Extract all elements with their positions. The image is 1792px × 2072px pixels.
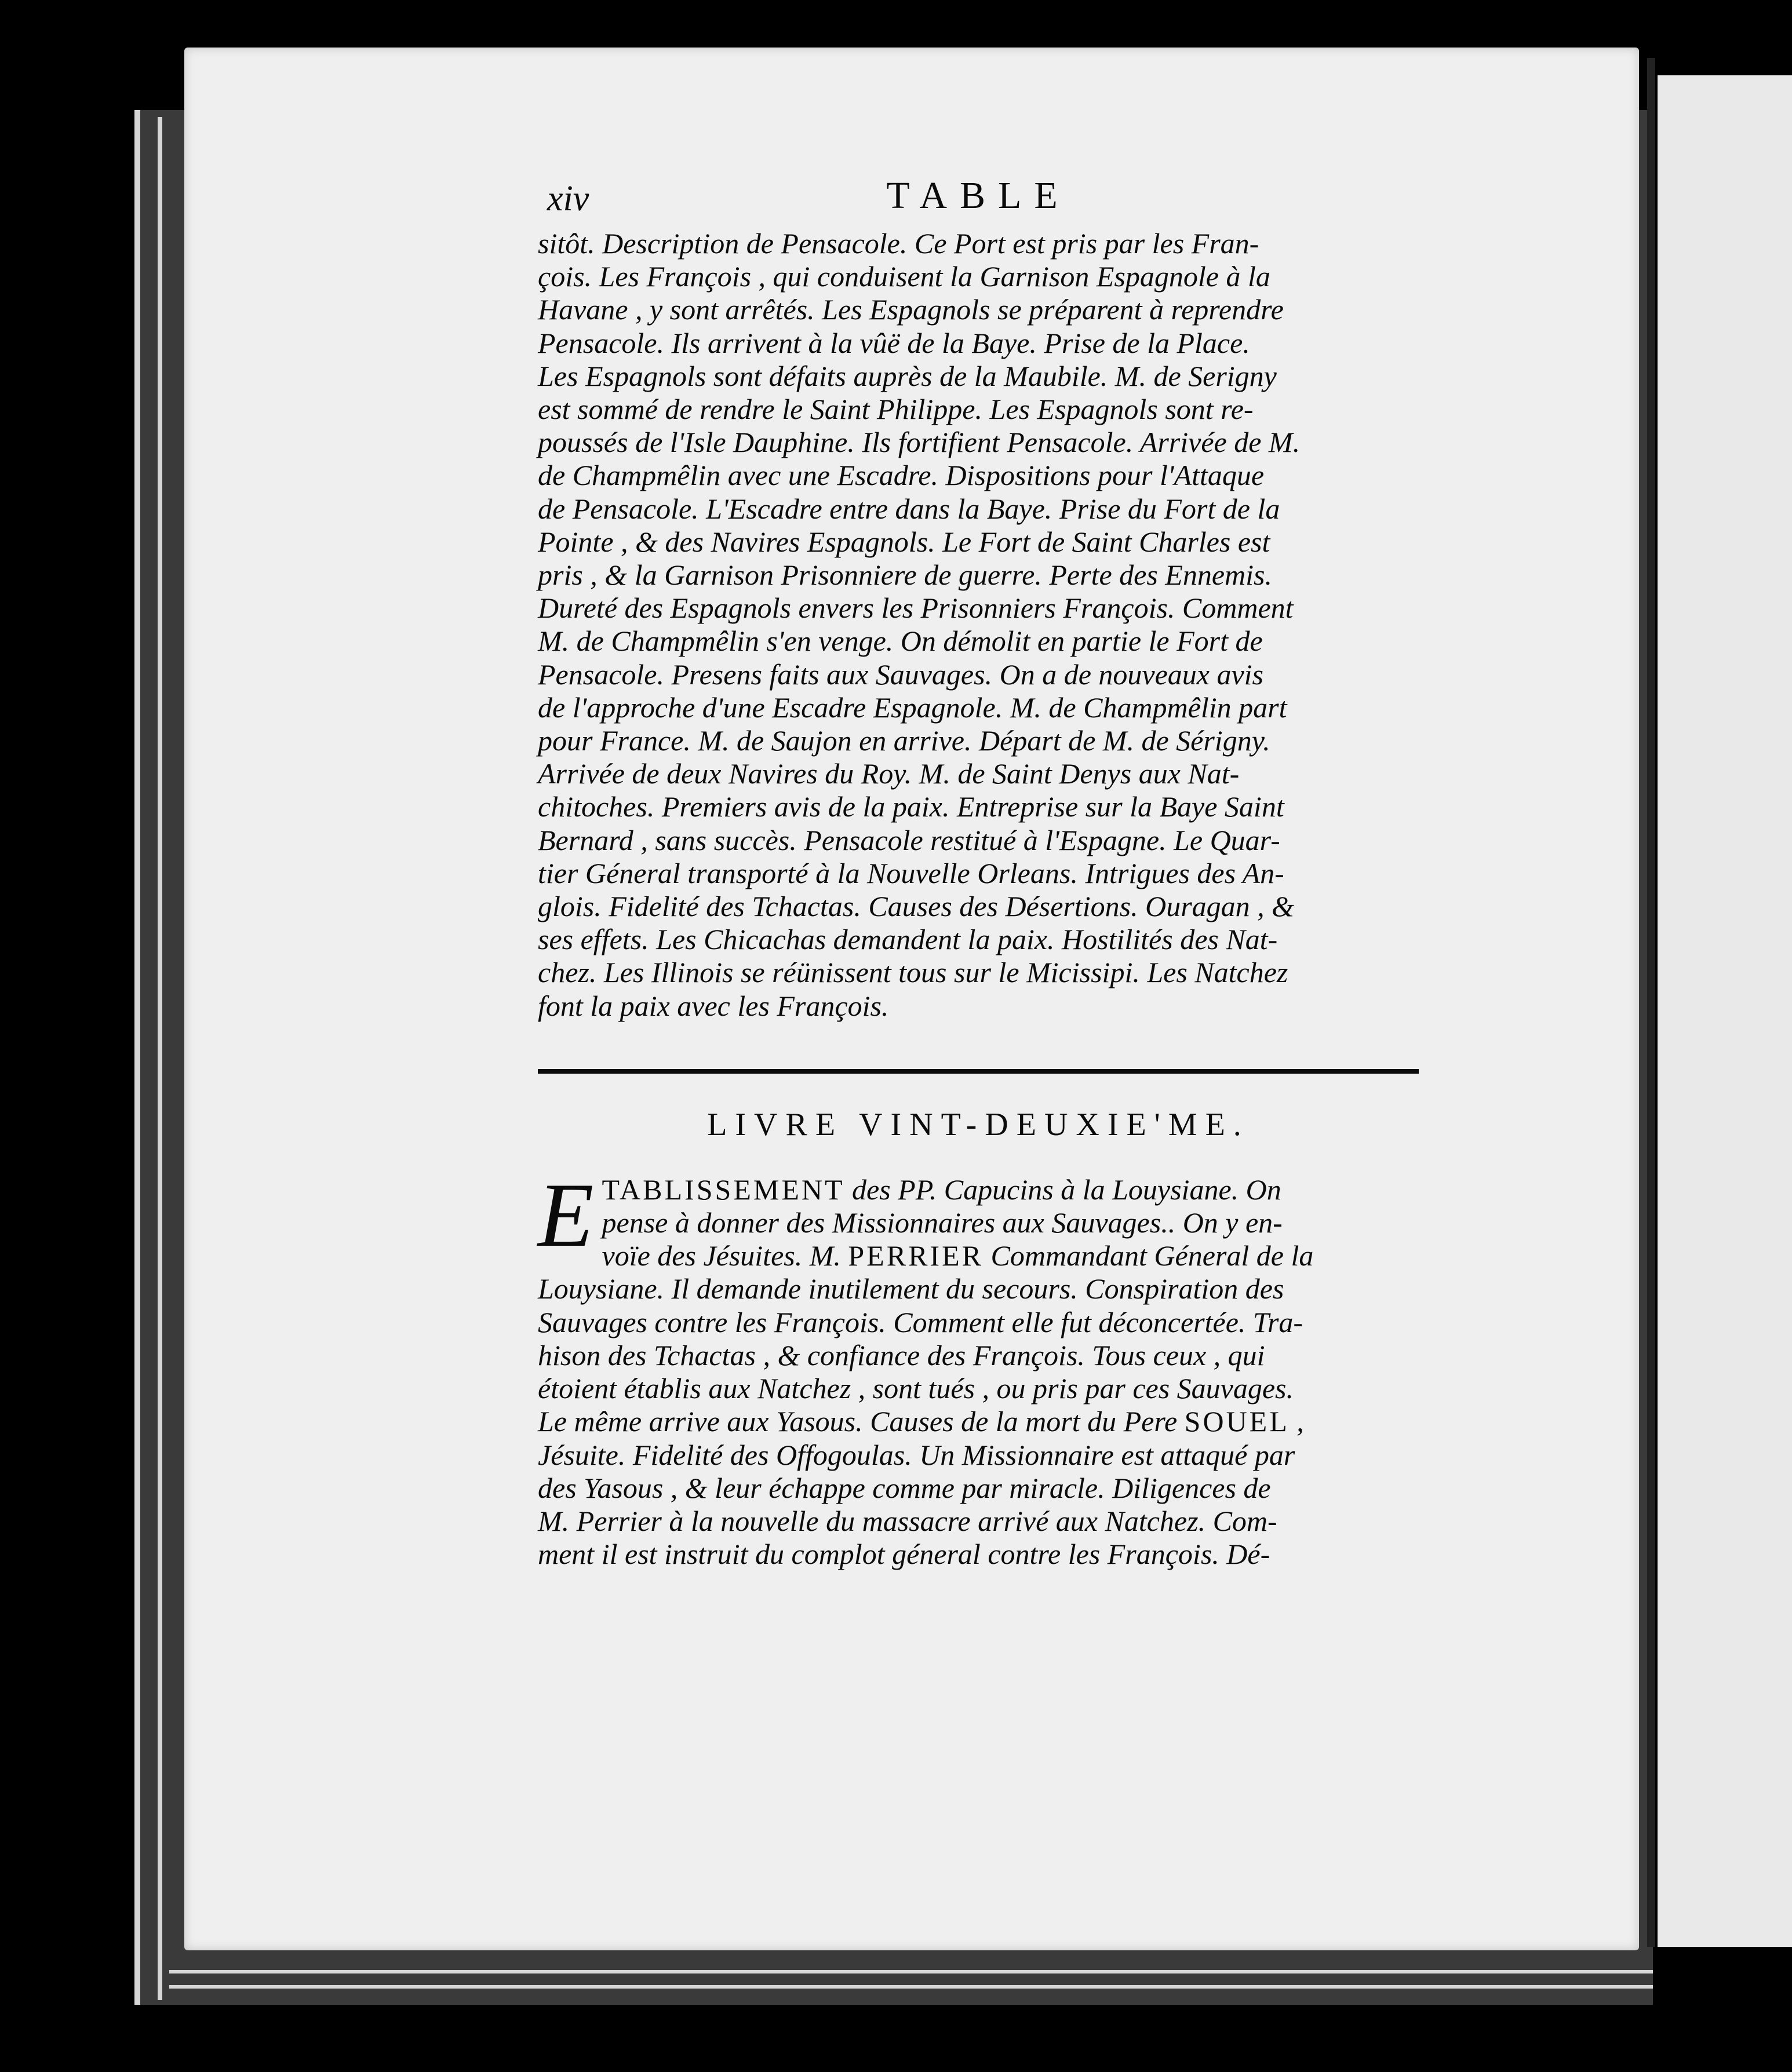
- text-line: [538, 1472, 1419, 1505]
- text-line: M. de Champmêlin s'en venge. On démolit en partie le Fort de: [538, 625, 1263, 658]
- text-segment: Le même arrive aux Yasous. Causes de la mort du Pere: [538, 1405, 1185, 1438]
- text-line: de l'approche d'une Escadre Espagnole. M. de Champmêlin part: [538, 691, 1287, 724]
- text-line: font la paix avec les François.: [538, 989, 889, 1022]
- text-line: Pensacole. Presens faits aux Sauvages. On a de nouveaux avis: [538, 658, 1264, 691]
- section-divider: [538, 1069, 1419, 1074]
- text-segment: Commandant Géneral de la: [983, 1239, 1314, 1272]
- small-caps-name: PERRIER: [848, 1239, 984, 1272]
- text-segment: pense à donner des Missionnaires aux Sauvages.. On y en-: [602, 1206, 1283, 1239]
- text-line: [538, 1239, 1419, 1272]
- small-caps-name: SOUEL: [1184, 1405, 1290, 1438]
- text-line: Arrivée de deux Navires du Roy. M. de Saint Denys aux Nat-: [538, 757, 1240, 790]
- text-line: tier Géneral transporté à la Nouvelle Orleans. Intrigues des An-: [538, 856, 1284, 889]
- text-line: Bernard , sans succès. Pensacole restitué à l'Espagne. Le Quar-: [538, 823, 1280, 856]
- text-line: [538, 1306, 1419, 1339]
- text-segment: voïe des Jésuites. M.: [602, 1239, 848, 1272]
- text-line: Dureté des Espagnols envers les Prisonniers François. Comment: [538, 592, 1294, 625]
- page-edge-bottom: [169, 1970, 1653, 1973]
- text-line: Pensacole. Ils arrivent à la vûë de la Baye. Prise de la Place.: [538, 326, 1250, 359]
- text-line: [538, 1538, 1419, 1571]
- text-segment: M. Perrier à la nouvelle du massacre arrivé aux Natchez. Com-: [538, 1504, 1277, 1537]
- text-line: [538, 1339, 1419, 1372]
- chapter-summary: [538, 1164, 1419, 1571]
- page-header: [538, 174, 1419, 227]
- chapter-title: LIVRE VINT-DEUXIE'ME.: [707, 1106, 1250, 1143]
- text-line: [538, 1173, 1419, 1206]
- text-segment: Sauvages contre les François. Comment elle fut déconcertée. Tra-: [538, 1305, 1303, 1338]
- text-line: chez. Les Illinois se réünissent tous sur le Micissipi. Les Natchez: [538, 956, 1288, 989]
- text-line: ses effets. Les Chicachas demandent la paix. Hostilités des Nat-: [538, 923, 1278, 956]
- text-line: [538, 1405, 1419, 1438]
- text-segment: des Yasous , & leur échappe comme par miracle. Diligences de: [538, 1471, 1271, 1504]
- text-segment: Jésuite. Fidelité des Offogoulas. Un Missionnaire est attaqué par: [538, 1438, 1295, 1471]
- text-line: [538, 1206, 1419, 1239]
- text-segment: Louysiane. Il demande inutilement du secours. Conspiration des: [538, 1272, 1284, 1305]
- text-line: de Champmêlin avec une Escadre. Dispositions pour l'Attaque: [538, 459, 1265, 492]
- chapter-summary-continued: [538, 227, 1419, 1023]
- page-content: [538, 174, 1419, 1571]
- text-line: pris , & la Garnison Prisonniere de guerre. Perte des Ennemis.: [538, 559, 1272, 592]
- running-head: TABLE: [886, 174, 1070, 217]
- facing-page: [1658, 75, 1792, 1947]
- text-line: çois. Les François , qui conduisent la Garnison Espagnole à la: [538, 260, 1270, 293]
- text-line: glois. Fidelité des Tchactas. Causes des Désertions. Ouragan , &: [538, 890, 1295, 923]
- text-line: [538, 1272, 1419, 1305]
- text-line: Pointe , & des Navires Espagnols. Le Fort de Saint Charles est: [538, 525, 1270, 558]
- page-edge-left-inner: [158, 117, 162, 2000]
- text-segment: des PP. Capucins à la Louysiane. On: [844, 1173, 1281, 1206]
- text-segment: hison des Tchactas , & confiance des François. Tous ceux , qui: [538, 1338, 1265, 1371]
- page-edge-bottom-inner: [169, 1985, 1653, 1989]
- page-number: xiv: [547, 179, 589, 218]
- text-line: Havane , y sont arrêtés. Les Espagnols se préparent à reprendre: [538, 293, 1284, 326]
- text-line: est sommé de rendre le Saint Philippe. Les Espagnols sont re-: [538, 393, 1254, 426]
- page-edge-left: [134, 110, 140, 2005]
- small-caps-name: TABLISSEMENT: [602, 1173, 845, 1206]
- text-line: chitoches. Premiers avis de la paix. Entreprise sur la Baye Saint: [538, 790, 1284, 823]
- text-segment: étoient établis aux Natchez , sont tués , ou pris par ces Sauvages.: [538, 1372, 1294, 1405]
- text-line: [538, 1505, 1419, 1538]
- text-segment: ,: [1289, 1405, 1304, 1438]
- binding-gutter: [1647, 58, 1655, 1947]
- text-segment: ment il est instruit du complot géneral contre les François. Dé-: [538, 1538, 1270, 1571]
- text-line: pour France. M. de Saujon en arrive. Départ de M. de Sérigny.: [538, 724, 1270, 757]
- text-line: [538, 1372, 1419, 1405]
- text-line: Les Espagnols sont défaits auprès de la Maubile. M. de Serigny: [538, 359, 1277, 392]
- drop-cap: E: [538, 1164, 594, 1266]
- text-line: poussés de l'Isle Dauphine. Ils fortifient Pensacole. Arrivée de M.: [538, 426, 1301, 459]
- text-line: de Pensacole. L'Escadre entre dans la Baye. Prise du Fort de la: [538, 492, 1280, 525]
- text-line: sitôt. Description de Pensacole. Ce Port est pris par les Fran-: [538, 227, 1259, 260]
- text-line: [538, 1439, 1419, 1472]
